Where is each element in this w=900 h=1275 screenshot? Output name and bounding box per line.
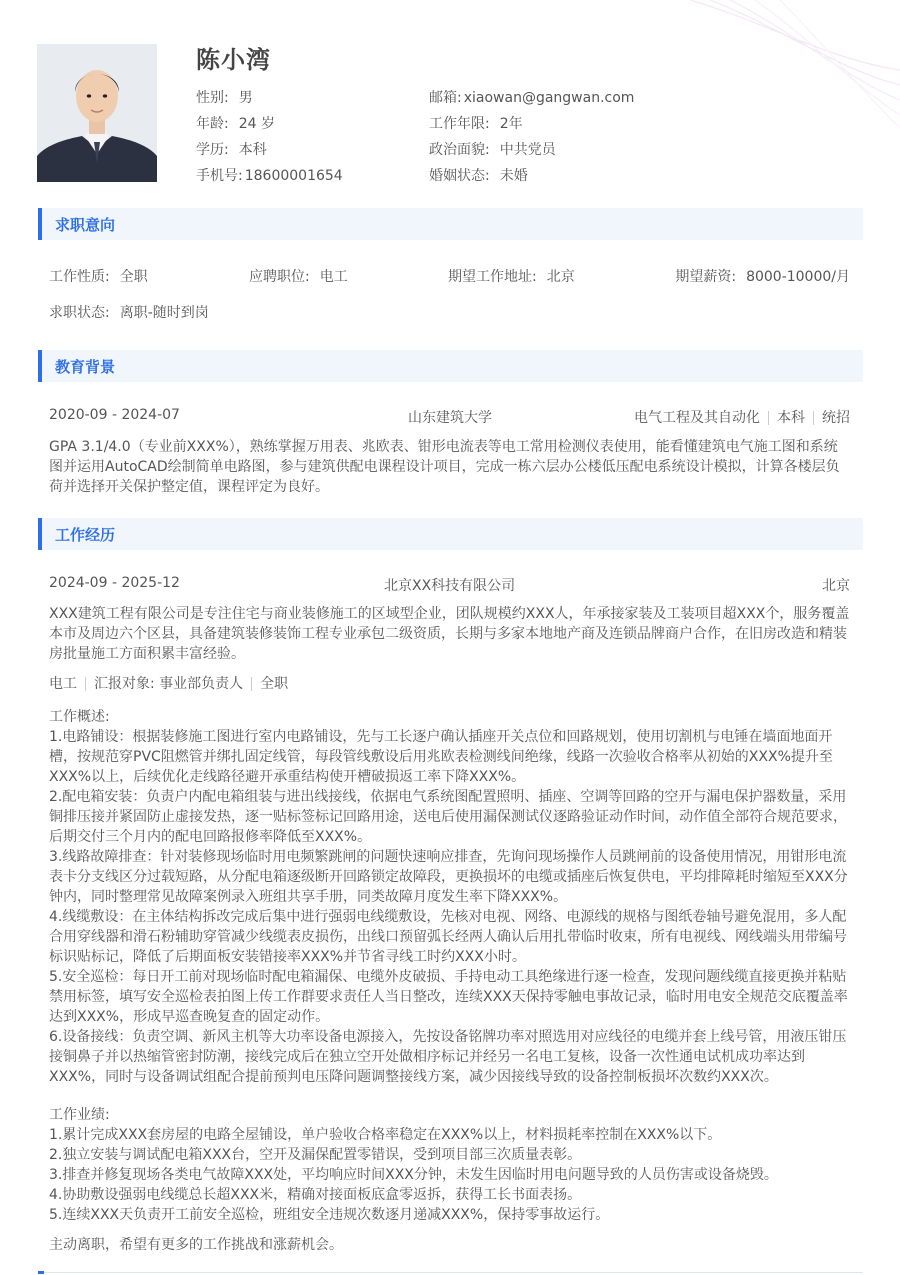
info-value: 2年 [499,116,523,132]
work-role: 电工 [49,676,77,692]
info-label: 工作年限: [429,116,490,132]
corner-decoration [570,0,900,130]
education-school: 山东建筑大学 [408,410,492,426]
bottom-accent [38,1271,44,1274]
intent-label: 求职状态: [49,305,110,321]
section-header-intent [38,208,863,240]
overview-title: 工作概述: [49,709,110,725]
section-title: 教育背景 [55,358,116,376]
divider [813,411,814,425]
text-line: 合用穿线器和滑石粉辅助穿管减少线缆表皮损伤，出线口预留弧长经两人确认后用扎带临时收束，所有电视线、网线端头用带编号 [49,929,847,945]
text-line: 达到XXX%，形成早巡查晚复查的固定动作。 [49,1009,330,1025]
intent-value: 北京 [546,269,575,285]
section-header-work [38,518,863,550]
intent-label: 工作性质: [49,269,110,285]
work-city: 北京 [822,578,850,594]
intent-value: 8000-10000/月 [746,269,850,285]
text-line: 后期交付三个月内的配电回路报修率降低至XXX%。 [49,829,372,845]
info-value: 24 岁 [238,116,275,132]
text-line: 房批量施工方面积累丰富经验。 [49,646,245,662]
work-type: 全职 [260,676,289,692]
text-line: 6.设备接线：负责空调、新风主机等大功率设备电源接入，先按设备铭牌功率对照选用对应线径的电缆并套上线号管，用液压钳压 [49,1029,847,1045]
intent-label: 期望工作地址: [448,269,537,285]
divider [251,677,252,691]
education-period: 2020-09 - 2024-07 [49,407,180,423]
education-degree: 本科 [777,410,805,426]
leave-reason: 主动离职，希望有更多的工作挑战和涨薪机会。 [49,1237,343,1253]
work-achievements [49,1105,855,1225]
intent-value: 离职-随时到岗 [119,305,209,321]
text-line: 3.线路故障排查：针对装修现场临时用电频繁跳闸的问题快速响应排查，先询问现场操作人员跳闸前的设备使用情况，用钳形电流 [49,849,847,865]
text-line: 槽，按规范穿PVC阻燃管并绑扎固定线管，每段管线敷设后用兆欧表检测线间绝缘，线路一次验收合格率从初始的XXX%提升至 [49,749,833,765]
section-accent-bar [38,350,42,382]
intent-salary [675,266,850,286]
intent-value: 电工 [319,269,348,285]
text-line: 4.线缆敷设：在主体结构拆改完成后集中进行强弱电线缆敷设，先核对电视、网络、电源线的规格与图纸卷轴号避免混用，多人配 [49,909,847,925]
work-overview [49,707,855,1087]
text-line: 接铜鼻子并以热缩管密封防潮，接线完成后在独立空开处做相序标记并经另一名电工复核，设备一次性通电试机成功率达到 [49,1049,805,1065]
text-line: 2.配电箱安装：负责户内配电箱组装与进出线接线，依据电气系统图配置照明、插座、空调等回路的空开与漏电保护器数量，采用 [49,789,847,805]
text-line: 4.协助敷设强弱电线缆总长超XXX米，精确对接面板底盒零返拆，获得工长书面表扬。 [49,1187,582,1203]
info-label: 年龄: [196,116,229,132]
info-political [429,139,556,159]
info-gender [196,87,253,107]
intent-city [448,266,575,286]
text-line: 图并运用AutoCAD绘制简单电路图，参与建筑供配电课程设计项目，完成一栋六层办公楼低压配电系统设计模拟，计算各楼层负 [49,459,840,475]
achievements-title: 工作业绩: [49,1107,110,1123]
text-line: 2.独立安装与调试配电箱XXX台，空开及漏保配置零错误，受到项目部三次质量表彰。 [49,1147,582,1163]
intent-nature [49,266,148,286]
text-line: XXX%以上，后续优化走线路径避开承重结构使开槽破损返工率下降XXX%。 [49,769,526,785]
work-tags [49,673,288,693]
work-report: 汇报对象: 事业部负责人 [94,676,244,692]
info-label: 邮箱: [429,90,462,106]
section-title: 求职意向 [55,216,116,234]
intent-position [249,266,348,286]
intent-value: 全职 [119,269,148,285]
info-value: 中共党员 [499,142,556,158]
bottom-divider [38,1272,863,1273]
work-period: 2024-09 - 2025-12 [49,575,180,591]
text-line: XXX%，同时与设备调试组配合提前预判电压降问题调整接线方案，减少因接线导致的设备控制板损坏次数约XXX次。 [49,1069,778,1085]
text-line: 铜排压接并紧固防止虚接发热，逐一贴标签标记回路用途，送电后使用漏保测试仪逐路验证动作时间，动作值全部符合规范要求， [49,809,847,825]
text-line: 5.安全巡检：每日开工前对现场临时配电箱漏保、电缆外皮破损、手持电动工具绝缘进行逐一检查，发现问题线缆直接更换并粘贴 [49,969,847,985]
intent-label: 应聘职位: [249,269,310,285]
section-accent-bar [38,518,42,550]
info-phone [196,165,343,185]
education-description [49,437,855,497]
divider [85,677,86,691]
text-line: XXX建筑工程有限公司是专注住宅与商业装修施工的区域型企业，团队规模约XXX人，年承接家装及工装项目超XXX个，服务覆盖 [49,606,850,622]
text-line: 钟内，同时整理常见故障案例录入班组共享手册，同类故障月度发生率下降XXX%。 [49,889,568,905]
info-label: 政治面貌: [429,142,490,158]
text-line: 1.电路铺设：根据装修施工图进行室内电路铺设，先与工长逐户确认插座开关点位和回路规划，使用切割机与电锤在墙面地面开 [49,729,833,745]
info-marital [429,165,528,185]
text-line: 3.排查并修复现场各类电气故障XXX处，平均响应时间XXX分钟，未发生因临时用电问题导致的人员伤害或设备烧毁。 [49,1167,778,1183]
text-line: 本市及周边六个区县，具备建筑装修装饰工程专业承包二级资质，长期与多家本地地产商及连锁品牌商户合作，在旧房改造和精装 [49,626,847,642]
info-value[interactable]: xiaowan@gangwan.com [463,90,635,106]
text-line: 标识贴标记，降低了后期面板安装错接率XXX%并节省寻线工时约XXX小时。 [49,949,526,965]
info-label: 性别: [196,90,229,106]
info-label: 手机号: [196,168,243,184]
company-intro [49,604,855,664]
candidate-name: 陈小湾 [196,46,271,74]
info-years [429,113,523,133]
intent-label: 期望薪资: [675,269,737,285]
text-line: 表卡分支线区分过载短路，从分配电箱逐级断开回路锁定故障段，更换损坏的电缆或插座后恢复供电，平均排障耗时缩短至XXX分 [49,869,848,885]
info-value[interactable]: 18600001654 [244,168,343,184]
info-value: 男 [238,90,253,106]
text-line: 1.累计完成XXX套房屋的电路全屋铺设，单户验收合格率稳定在XXX%以上，材料损耗率控制在XXX%以下。 [49,1127,722,1143]
info-label: 婚姻状态: [429,168,490,184]
education-meta [634,407,850,427]
text-line: 禁用标签，填写安全巡检表拍图上传工作群要求责任人当日整改，连续XXX天保持零触电事故记录，临时用电安全规范交底覆盖率 [49,989,848,1005]
info-email [429,87,634,107]
work-company: 北京XX科技有限公司 [384,578,516,594]
text-line: GPA 3.1/4.0（专业前XXX%），熟练掌握万用表、兆欧表、钳形电流表等电工常用检测仪表使用，能看懂建筑电气施工图和系统 [49,439,838,455]
divider [768,411,769,425]
info-value: 本科 [238,142,267,158]
education-major: 电气工程及其自动化 [634,410,760,426]
text-line: 5.连续XXX天负责开工前安全巡检，班组安全违规次数逐月递减XXX%，保持零事故运行。 [49,1207,610,1223]
info-age [196,113,275,133]
info-education [196,139,267,159]
section-title: 工作经历 [55,526,116,544]
text-line: 荷并选择开关保护整定值，课程评定为良好。 [49,479,329,495]
intent-status [49,302,209,322]
avatar-photo [37,44,157,182]
section-header-education [38,350,863,382]
section-accent-bar [38,208,42,240]
info-value: 未婚 [499,168,528,184]
info-label: 学历: [196,142,229,158]
education-type: 统招 [822,410,850,426]
